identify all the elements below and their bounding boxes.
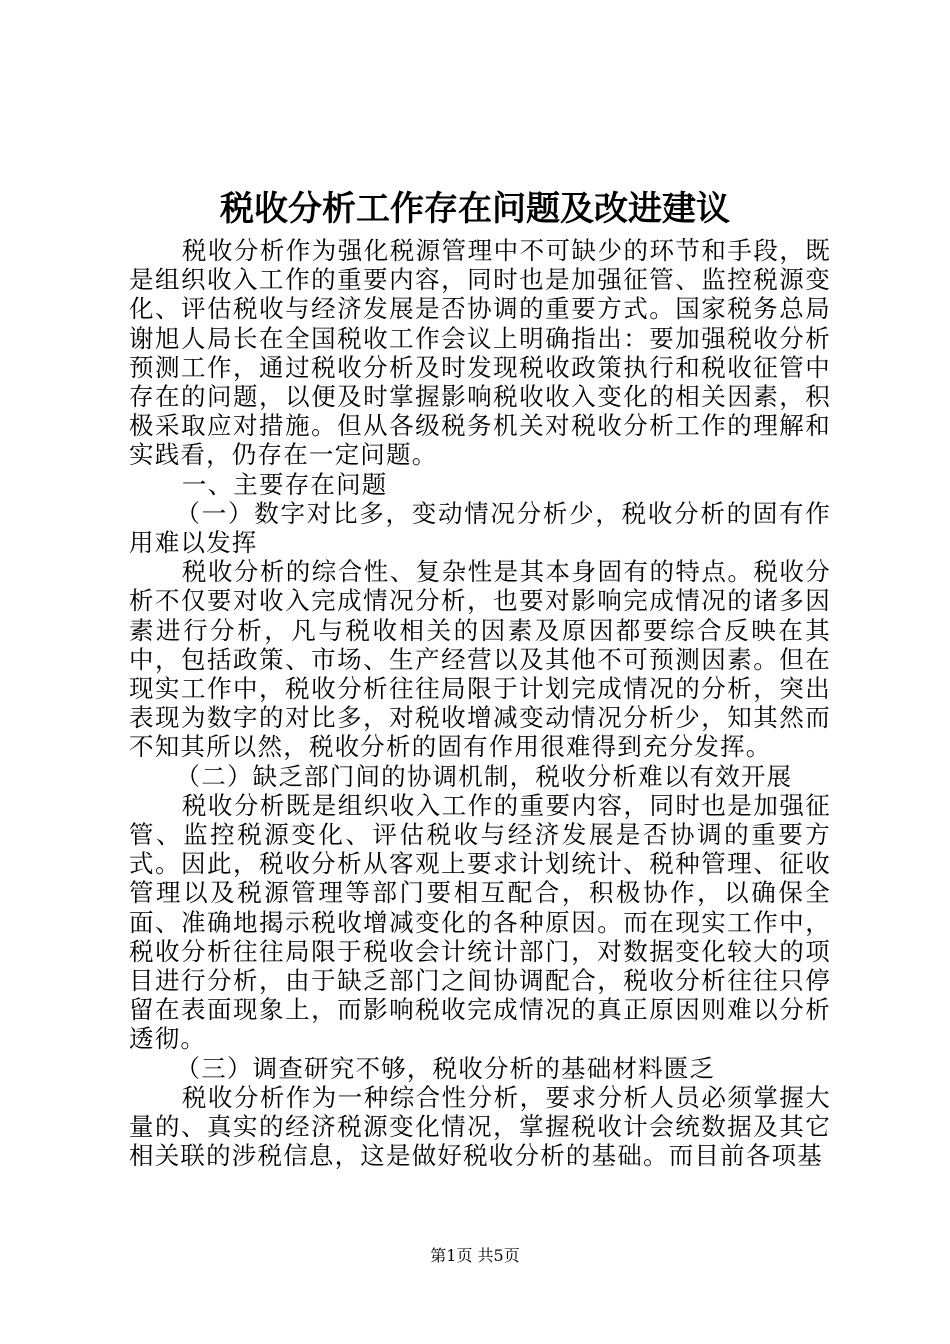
document-body <box>129 236 831 1171</box>
paragraph-1: 税收分析的综合性、复杂性是其本身固有的特点。税收分析不仅要对收入完成情况分析，也要对影响完成情况的诸多因素进行分析，凡与税收相关的因素及原因都要综合反映在其中，包括政策、市场、生产经营以及其他不可预测因素。但在现实工作中，税收分析往往局限于计划完成情况的分析，突出表现为数字的对比多，对税收增减变动情况分析少，知其然而不知其所以然，税收分析的固有作用很难得到充分发挥。 <box>129 557 831 762</box>
paragraph-2: 税收分析既是组织收入工作的重要内容，同时也是加强征管、监控税源变化、评估税收与经济发展是否协调的重要方式。因此，税收分析从客观上要求计划统计、税种管理、征收管理以及税源管理等部门要相互配合，积极协作，以确保全面、准确地揭示税收增减变化的各种原因。而在现实工作中，税收分析往往局限于税收会计统计部门，对数据变化较大的项目进行分析，由于缺乏部门之间协调配合，税收分析往往只停留在表面现象上，而影响税收完成情况的真正原因则难以分析透彻。 <box>129 790 831 1054</box>
document-title: 税收分析工作存在问题及改进建议 <box>220 189 730 229</box>
paragraph-3: 税收分析作为一种综合性分析，要求分析人员必须掌握大量的、真实的经济税源变化情况，掌握税收计会统数据及其它相关联的涉税信息，这是做好税收分析的基础。而目前各项基 <box>129 1082 831 1171</box>
subsection-heading-1: （一）数字对比多，变动情况分析少，税收分析的固有作用难以发挥 <box>129 498 831 558</box>
page-footer: 第1页 共5页 <box>430 1246 520 1265</box>
subsection-heading-3: （三）调查研究不够，税收分析的基础材料匮乏 <box>175 1053 716 1083</box>
paragraph-intro: 税收分析作为强化税源管理中不可缺少的环节和手段，既是组织收入工作的重要内容，同时也是加强征管、监控税源变化、评估税收与经济发展是否协调的重要方式。国家税务总局谢旭人局长在全国税收工作会议上明确指出：要加强税收分析预测工作，通过税收分析及时发现税收政策执行和税收征管中存在的问题，以便及时掌握影响税收收入变化的相关因素，积极采取应对措施。但从各级税务机关对税收分析工作的理解和实践看，仍存在一定问题。 <box>129 236 831 470</box>
subsection-heading-2: （二）缺乏部门间的协调机制，税收分析难以有效开展 <box>175 761 793 791</box>
section-heading-1: 一、主要存在问题 <box>181 469 388 499</box>
